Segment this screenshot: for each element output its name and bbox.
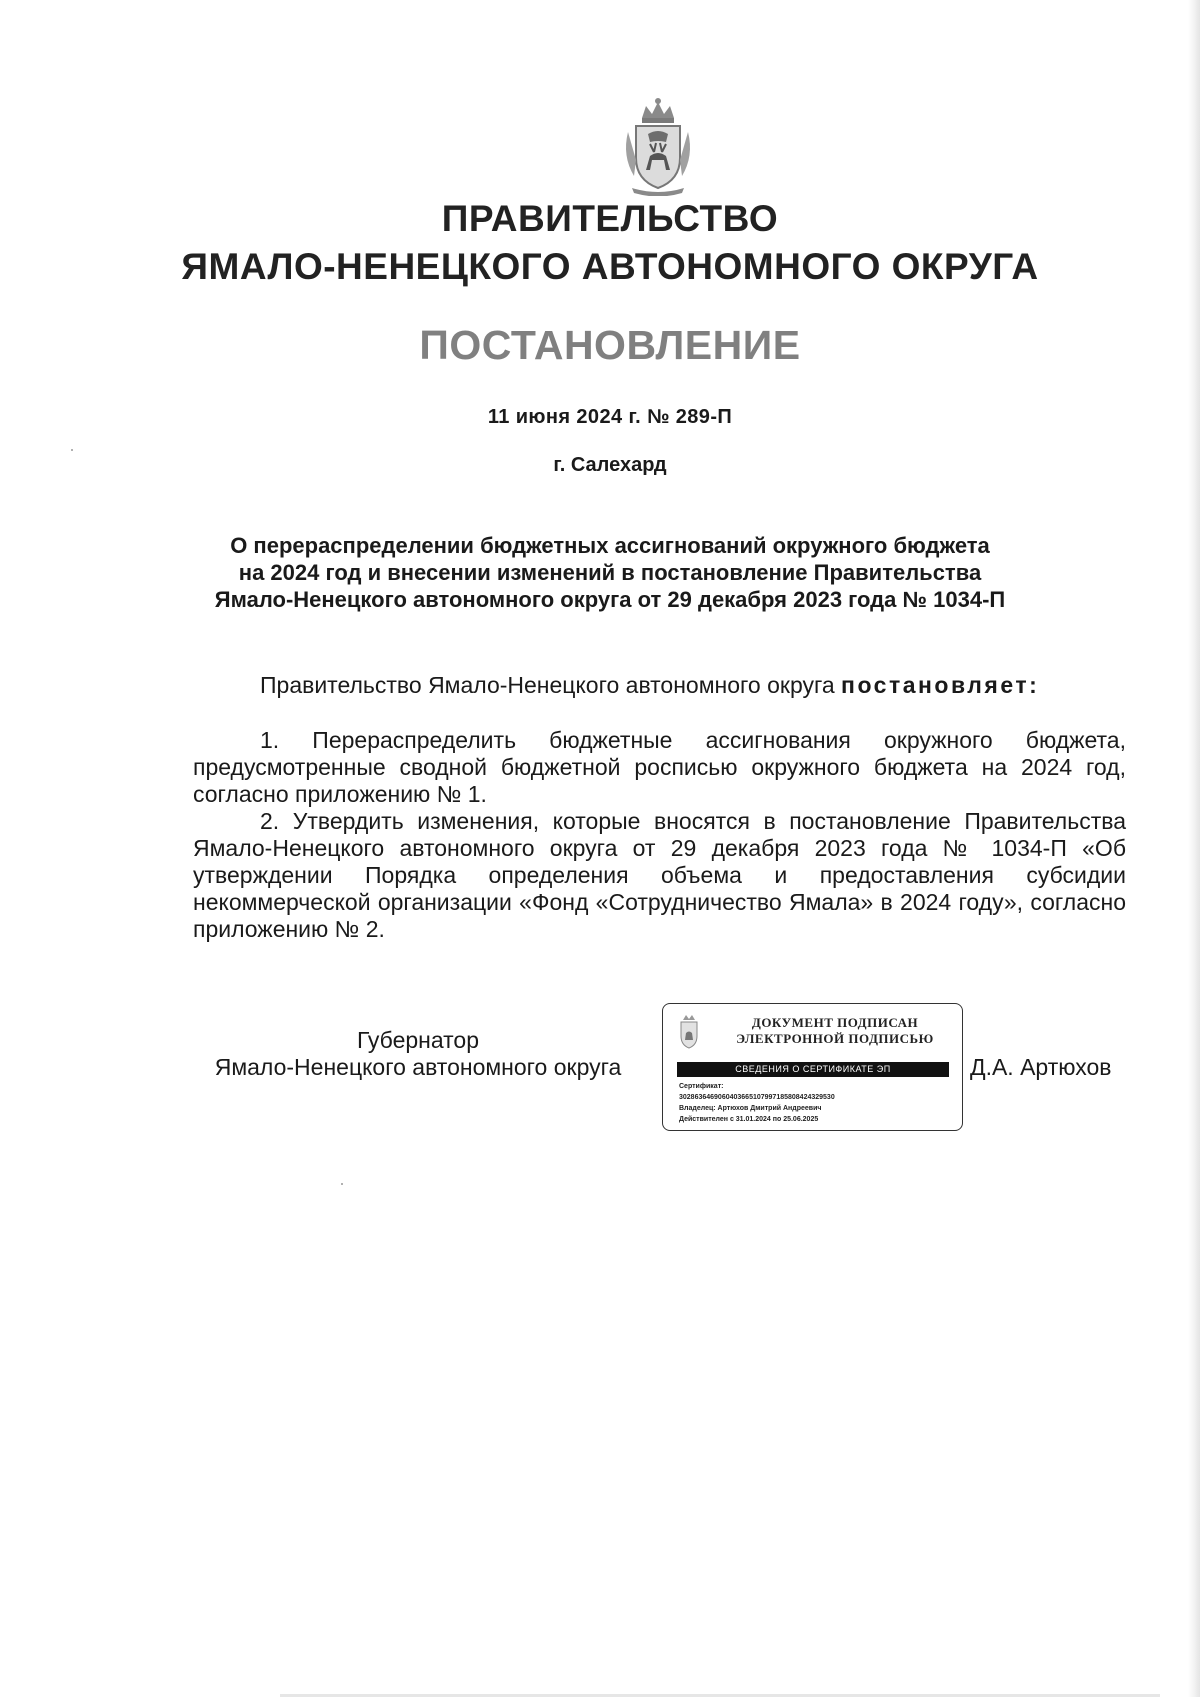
subject-line2: на 2024 год и внесении изменений в постановление Правительства (238, 560, 982, 585)
preamble-verb: постановляет: (841, 672, 1040, 698)
government-title-line2: ЯМАЛО-НЕНЕЦКОГО АВТОНОМНОГО ОКРУГА (181, 246, 1039, 287)
resolution-item-1: 1. Перераспределить бюджетные ассигнования окружного бюджета, предусмотренные сводной бюджетной росписью окружного бюджета на 2024 год, согласно приложению № 1. (193, 727, 1126, 807)
coat-of-arms-icon (618, 96, 698, 196)
stamp-certificate-number: 3028636469060403665107997185808424329530 (679, 1094, 835, 1101)
document-date-number: 11 июня 2024 г. № 289-П (487, 406, 733, 428)
stamp-heading (717, 1015, 953, 1047)
stamp-certificate-bar: СВЕДЕНИЯ О СЕРТИФИКАТЕ ЭП (677, 1062, 949, 1077)
signatory-position-line1: Губернатор (356, 1027, 480, 1053)
stamp-heading-line1: ДОКУМЕНТ ПОДПИСАН (751, 1015, 919, 1030)
scan-speck (71, 449, 73, 451)
stamp-certificate-label: Сертификат: (679, 1083, 724, 1090)
document-city: г. Салехард (553, 454, 667, 476)
resolution-item-2: 2. Утвердить изменения, которые вносятся в постановление Правительства Ямало-Ненецкого автономного округа от 29 декабря 2023 года № 1034-П «Об утверждении Порядка определения объема и предоставления субсидии некоммерческой организации «Фонд «Сотрудничество Ямала» в 2024 году», согласно приложению № 2. (193, 808, 1126, 942)
document-type: ПОСТАНОВЛЕНИЕ (419, 322, 801, 368)
page-edge-shadow (1188, 0, 1200, 1697)
subject-line3: Ямало-Ненецкого автономного округа от 29 декабря 2023 года № 1034-П (214, 587, 1006, 612)
stamp-coat-of-arms-icon (677, 1014, 701, 1050)
signatory-position (190, 1027, 646, 1081)
government-title (150, 195, 1070, 291)
document-subject (150, 532, 1070, 613)
signer-name: Д.А. Артюхов (970, 1054, 1112, 1080)
preamble-paragraph (193, 672, 1126, 699)
stamp-details (679, 1081, 951, 1125)
government-title-line1: ПРАВИТЕЛЬСТВО (441, 198, 779, 239)
subject-line1: О перераспределении бюджетных ассигнований окружного бюджета (230, 533, 990, 558)
stamp-owner: Владелец: Артюхов Дмитрий Андреевич (679, 1105, 822, 1112)
stamp-validity: Действителен с 31.01.2024 по 25.06.2025 (679, 1116, 819, 1123)
stamp-heading-line2: ЭЛЕКТРОННОЙ ПОДПИСЬЮ (736, 1031, 934, 1046)
preamble-text: Правительство Ямало-Ненецкого автономного округа (260, 672, 842, 698)
scan-speck (341, 1183, 343, 1185)
electronic-signature-stamp (662, 1003, 963, 1131)
signatory-position-line2: Ямало-Ненецкого автономного округа (214, 1054, 622, 1080)
